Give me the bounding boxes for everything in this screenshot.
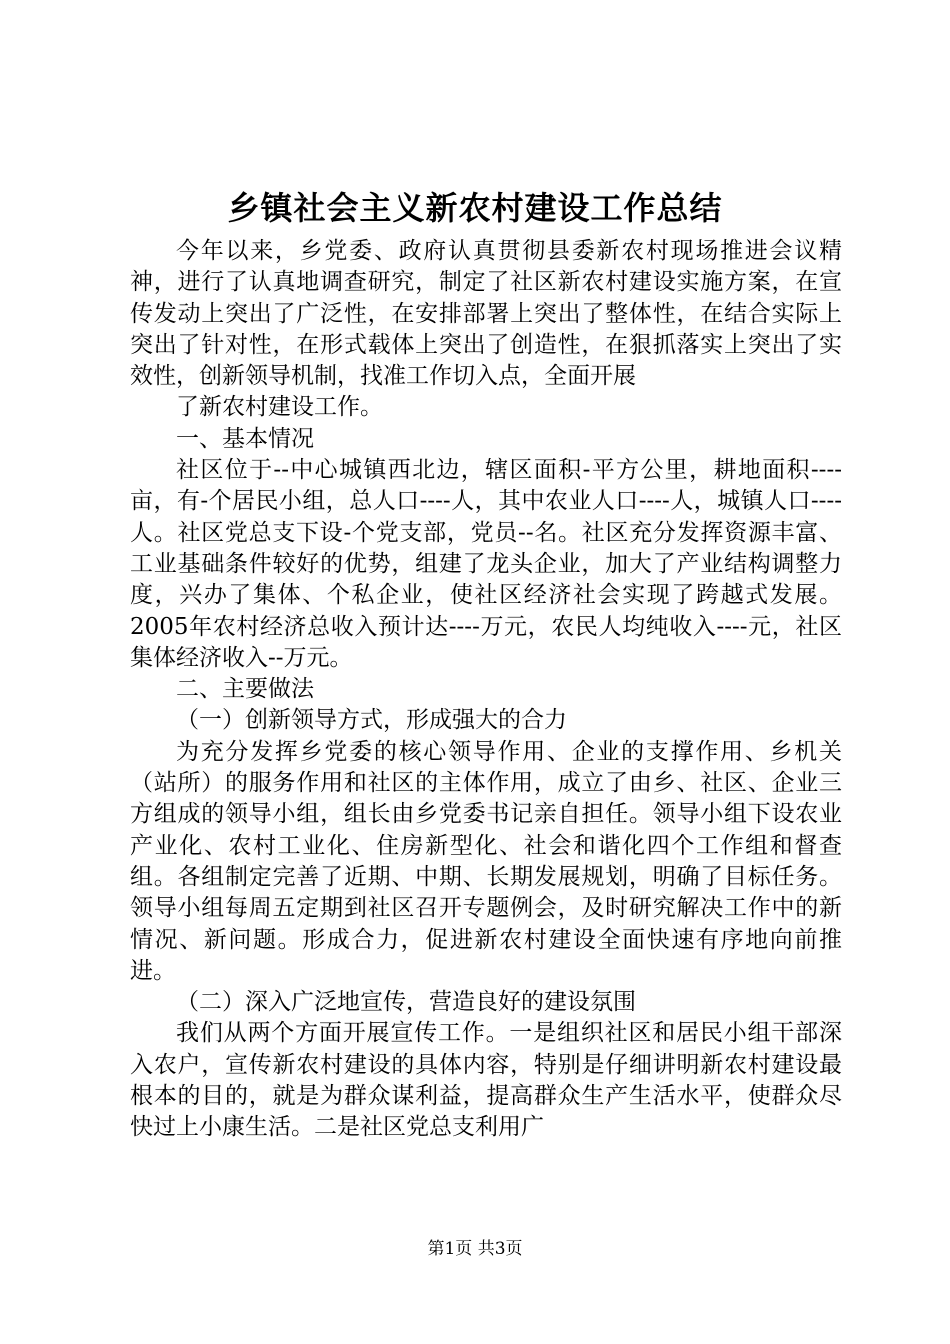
section-heading-main-practices: 二、主要做法 bbox=[176, 676, 314, 703]
paragraph-intro: 今年以来，乡党委、政府认真贯彻县委新农村现场推进会议精神，进行了认真地调查研究，制定了社区新农村建设实施方案，在宣传发动上突出了广泛性，在安排部署上突出了整体性，在结合实际上突出了针对性，在形式载体上突出了创造性，在狠抓落实上突出了实效性，创新领导机制，找准工作切入点，全面开展 bbox=[130, 238, 842, 390]
paragraph-publicity: 我们从两个方面开展宣传工作。一是组织社区和居民小组干部深入农户，宣传新农村建设的具体内容，特别是仔细讲明新农村建设最根本的目的，就是为群众谋利益，提高群众生产生活水平，使群众尽快过上小康生活。二是社区党总支利用广 bbox=[130, 1020, 842, 1141]
document-title: 乡镇社会主义新农村建设工作总结 bbox=[227, 189, 723, 227]
subheading-leadership: （一）创新领导方式，形成强大的合力 bbox=[176, 707, 567, 734]
document-body bbox=[130, 236, 842, 1144]
paragraph-leadership: 为充分发挥乡党委的核心领导作用、企业的支撑作用、乡机关（站所）的服务作用和社区的主体作用，成立了由乡、社区、企业三方组成的领导小组，组长由乡党委书记亲自担任。领导小组下设农业产业化、农村工业化、住房新型化、社会和谐化四个工作组和督查组。各组制定完善了近期、中期、长期发展规划，明确了目标任务。领导小组每周五定期到社区召开专题例会，及时研究解决工作中的新情况、新问题。形成合力，促进新农村建设全面快速有序地向前推进。 bbox=[130, 738, 842, 984]
page-number-footer: 第1页 共3页 bbox=[427, 1239, 523, 1259]
section-heading-basic-situation: 一、基本情况 bbox=[176, 425, 314, 452]
paragraph-intro-continued: 了新农村建设工作。 bbox=[176, 394, 383, 421]
paragraph-basic-situation: 社区位于--中心城镇西北边，辖区面积-平方公里，耕地面积----亩，有-个居民小组，总人口----人，其中农业人口----人，城镇人口----人。社区党总支下设-个党支部，党员--名。社区充分发挥资源丰富、工业基础条件较好的优势，组建了龙头企业，加大了产业结构调整力度，兴办了集体、个私企业，使社区经济社会实现了跨越式发展。2005年农村经济总收入预计达----万元，农民人均纯收入----元，社区集体经济收入--万元。 bbox=[130, 457, 842, 671]
subheading-publicity: （二）深入广泛地宣传，营造良好的建设氛围 bbox=[176, 989, 636, 1016]
